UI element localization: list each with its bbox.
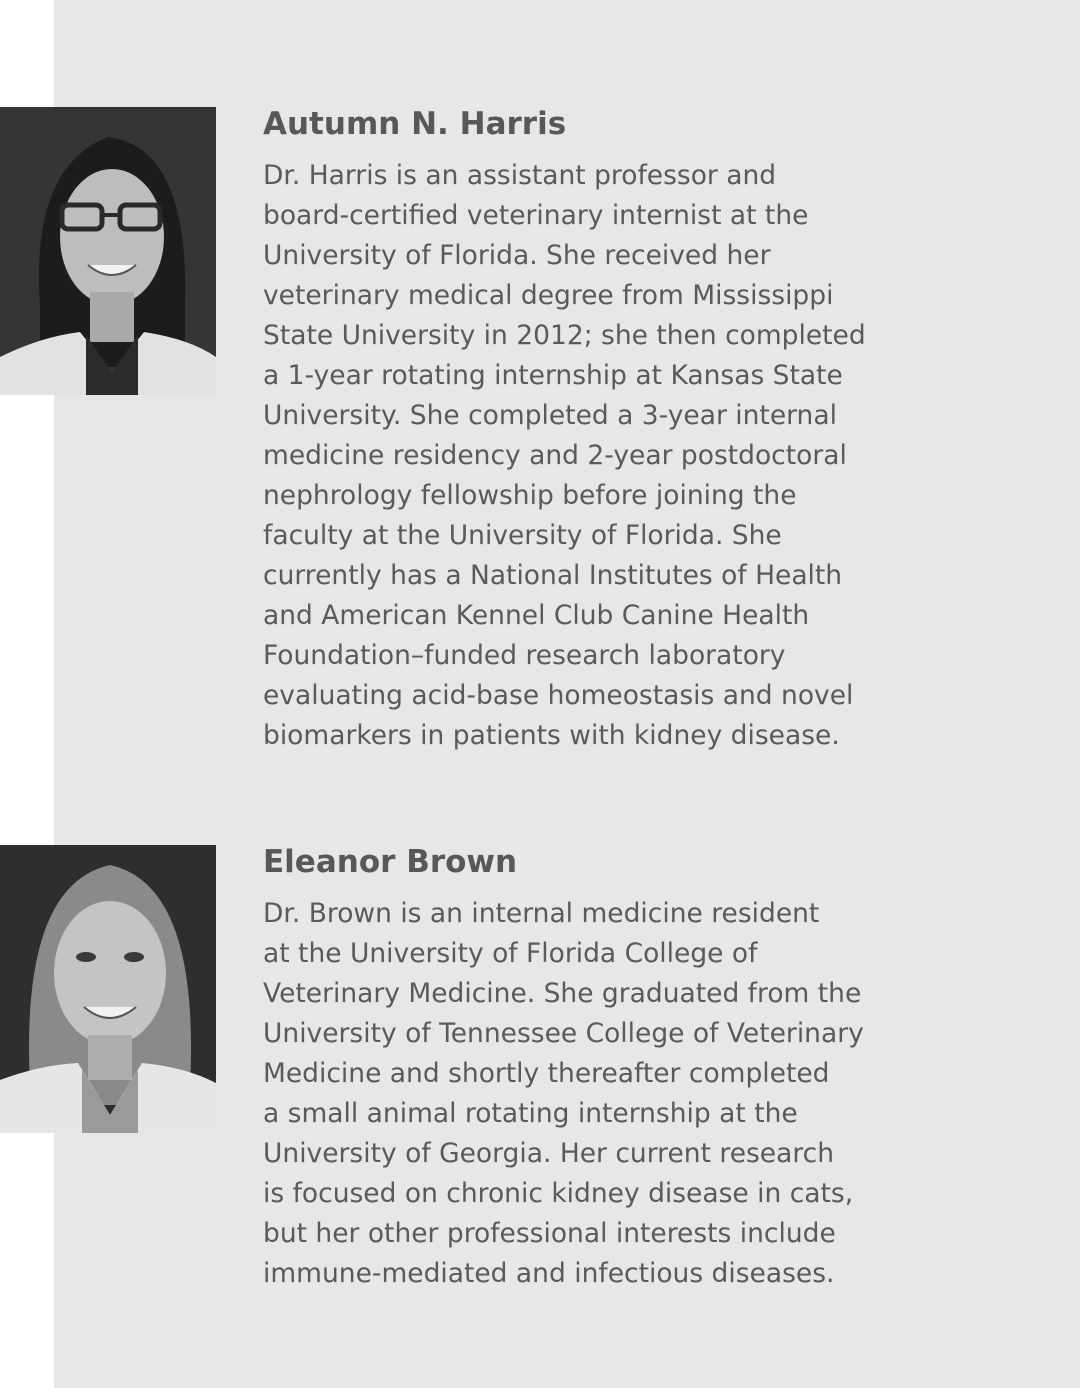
bio-line: University of Tennessee College of Veterinary [263,1018,864,1049]
bio-line: State University in 2012; she then completed [263,320,866,351]
portrait-photo-harris [0,107,216,395]
bio-line: faculty at the University of Florida. She [263,520,782,551]
bio-name: Autumn N. Harris [263,106,567,142]
bio-text-brown [263,842,963,1294]
bio-line: nephrology fellowship before joining the [263,480,797,511]
bio-line: a 1-year rotating internship at Kansas State [263,360,843,391]
bio-line: University of Georgia. Her current research [263,1138,835,1169]
bio-line: Medicine and shortly thereafter completed [263,1058,830,1089]
bio-line: Foundation–funded research laboratory [263,640,786,671]
bio-line: University of Florida. She received her [263,240,771,271]
bio-line: currently has a National Institutes of Health [263,560,843,591]
bio-line: medicine residency and 2-year postdoctoral [263,440,847,471]
bio-line: is focused on chronic kidney disease in cats, [263,1178,854,1209]
bio-line: at the University of Florida College of [263,938,758,969]
bio-line: and American Kennel Club Canine Health [263,600,810,631]
portrait-photo-brown [0,845,216,1133]
bio-line: immune-mediated and infectious diseases. [263,1258,835,1289]
bio-text-harris [263,104,963,756]
bio-line: Veterinary Medicine. She graduated from the [263,978,862,1009]
bio-name: Eleanor Brown [263,844,518,880]
bio-line: but her other professional interests include [263,1218,836,1249]
bio-line: board-certified veterinary internist at the [263,200,809,231]
bio-description [263,156,963,756]
bio-line: biomarkers in patients with kidney disease. [263,720,840,751]
bio-line: University. She completed a 3-year internal [263,400,837,431]
bio-line: a small animal rotating internship at the [263,1098,798,1129]
bio-line: veterinary medical degree from Mississippi [263,280,834,311]
bio-line: evaluating acid-base homeostasis and novel [263,680,854,711]
bio-description [263,894,963,1294]
bio-line: Dr. Brown is an internal medicine resident [263,898,820,929]
bio-line: Dr. Harris is an assistant professor and [263,160,777,191]
